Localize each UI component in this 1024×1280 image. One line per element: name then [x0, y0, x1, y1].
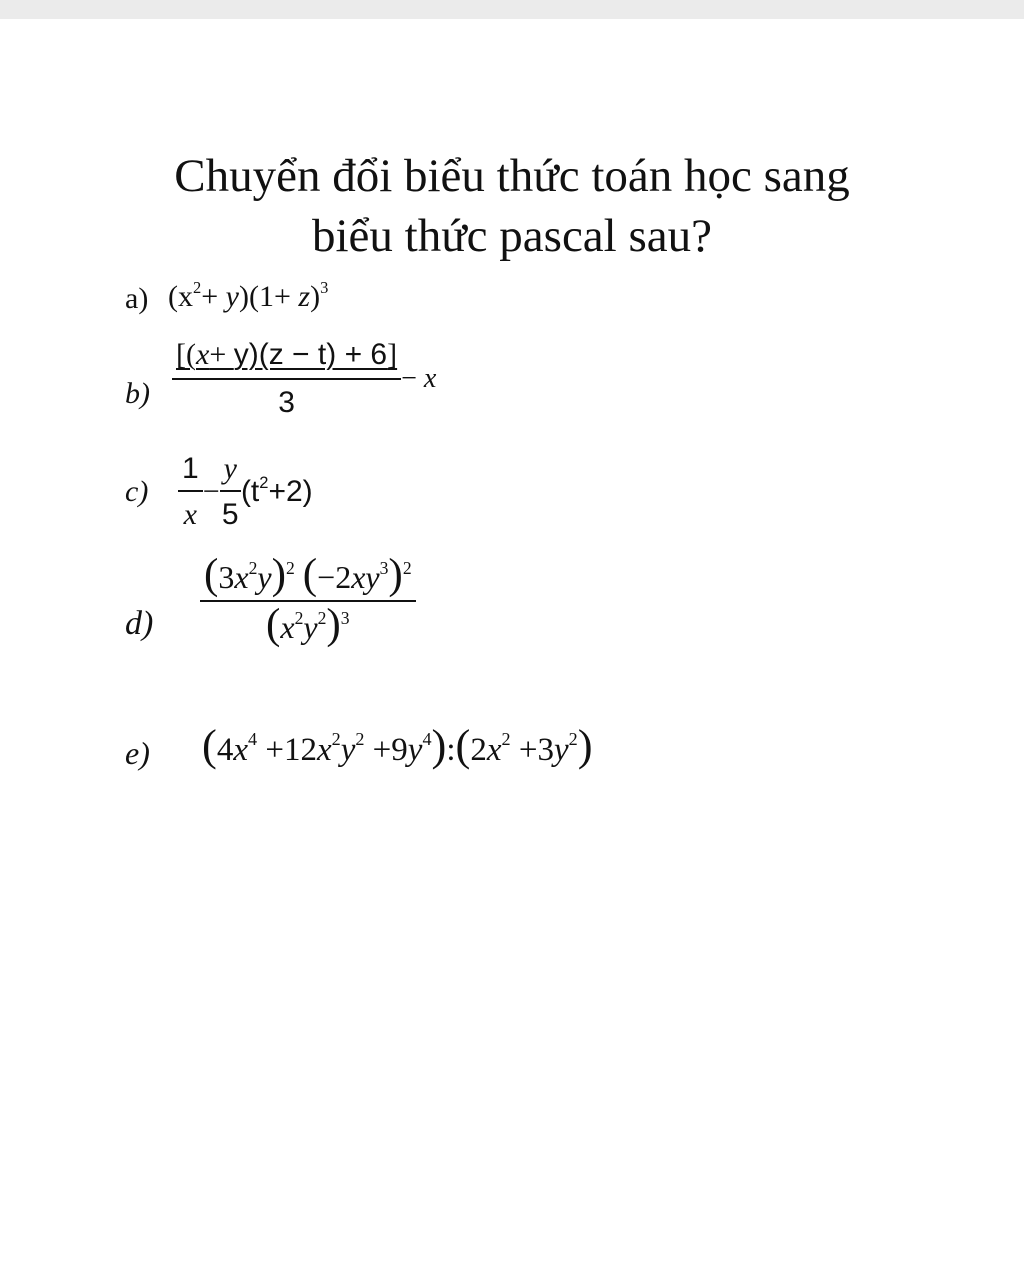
exercise-label: e): [125, 735, 150, 771]
title-line-2: biểu thức pascal sau?: [311, 210, 712, 262]
formula-c: $\frac{1}{x}$ − $\frac{y}{5}$ $(t^2+2)$: [178, 452, 313, 532]
page-title: [0, 146, 1024, 266]
formula-d: [200, 551, 416, 648]
exercise-label: d): [125, 605, 154, 642]
exercise-label: a): [125, 282, 149, 315]
formula-e: ($4x^4 +12x^2y^2$ $+9y^4):(2x^2 +3y^2)$: [202, 720, 593, 770]
fraction: $\frac{1}{x}$: [178, 452, 203, 532]
title-line-1: Chuyển đổi biểu thức toán học sang: [174, 150, 850, 202]
fraction: $\frac{[(x+ y)(z - t) + 6]}{3}$: [172, 338, 401, 420]
formula-a: $(x^2+ y)(1+ z)^3$: [168, 277, 329, 313]
exercise-label: b): [125, 377, 150, 410]
fraction: $\frac{(3x^2y)^2 (-2xy^3)^2}{(x^2y^2)^3}$: [200, 558, 416, 646]
formula-b: $\frac{[(x+ y)(z - t) + 6]}{3}$ − x: [172, 338, 436, 420]
exercise-label: c): [125, 475, 149, 508]
top-status-bar: [0, 0, 1024, 19]
fraction: $\frac{y}{5}$: [220, 452, 241, 532]
